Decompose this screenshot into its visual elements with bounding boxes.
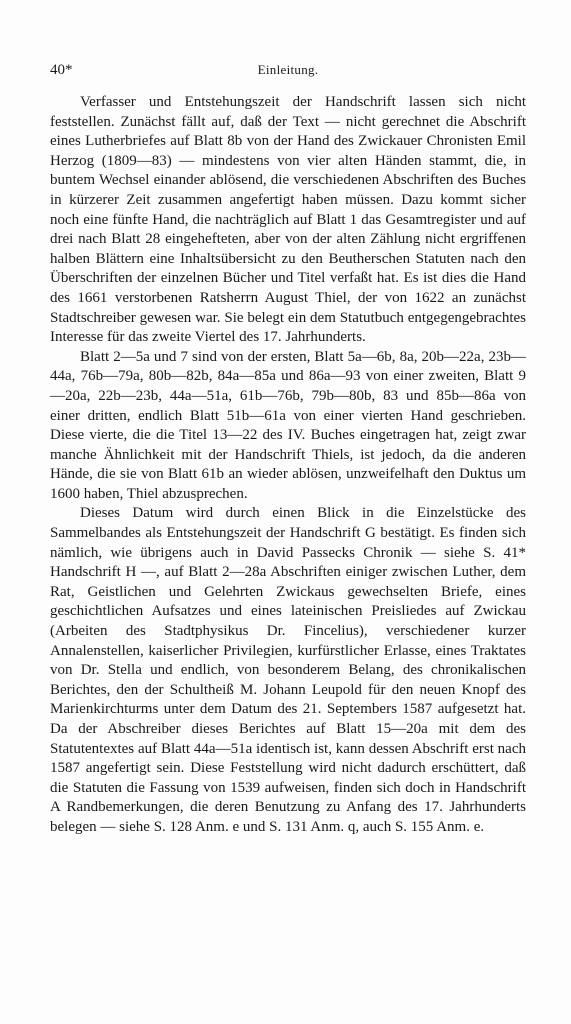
paragraph-dating: Dieses Datum wird durch einen Blick in die Einzelstücke des Sammelbandes als Entstehungszeit der Handschrift G bestätigt. Es finden sich nämlich, wie übrigens auch in David Passecks Chronik — siehe S. 41* Handschrift H —, auf Blatt 2—28a Abschriften einiger zwischen Luther, dem Rat, Geistlichen und Gelehrten Zwickaus gewechselten Briefe, eines geschichtlichen Aufsatzes und eines lateinischen Preisliedes auf Zwickau (Arbeiten des Stadtphysikus Dr. Fincelius), verschiedener kurzer Annalenstellen, kaiserlicher Privilegien, kurfürstlicher Erlasse, eines Traktates von Dr. Stella und endlich, von besonderem Belang, des chronikalischen Berichtes, den der Schultheiß M. Johann Leupold für den neuen Knopf des Marienkirchturms unter dem Datum des 21. Septembers 1587 aufgesetzt hat. Da der Abschreiber dieses Berichtes auf Blatt 15—20a mit dem des Statutentextes auf Blatt 44a—51a identisch ist, kann dessen Abschrift erst nach 1587 angefertigt sein. Diese Feststellung wird nicht dadurch erschüttert, daß die Statuten die Fassung von 1539 aufweisen, finden sich doch in Handschrift A Randbemerkungen, die deren Benutzung zu Anfang des 17. Jahrhunderts belegen — siehe S. 128 Anm. e und S. 131 Anm. q, auch S. 155 Anm. e.: [50, 505, 526, 835]
page-number: 40*: [50, 62, 73, 78]
paragraph-authorship: Verfasser und Entstehungszeit der Handschrift lassen sich nicht feststellen. Zunächst fällt auf, daß der Text — nicht gerechnet die Abschrift eines Lutherbriefes auf Blatt 8b von der Hand des Zwickauer Chronisten Emil Herzog (1809—83) — mindestens von vier alten Händen stammt, die, in buntem Wechsel einander ablösend, die verschiedenen Abschriften des Buches in kürzerer Zeit zusammen angefertigt haben müssen. Dazu kommt sicher noch eine fünfte Hand, die nachträglich auf Blatt 1 das Gesamtregister und auf drei nach Blatt 28 eingehefteten, aber von der alten Zählung nicht ergriffenen halben Blättern eine Inhaltsübersicht zu den Beutherschen Statuten nach den Überschriften der einzelnen Bücher und Titel verfaßt hat. Es ist dies die Hand des 1661 verstorbenen Ratsherrn August Thiel, der von 1622 an zunächst Stadtschreiber gewesen war. Sie belegt ein dem Statutbuch entgegengebrachtes Interesse für das zweite Viertel des 17. Jahrhunderts.: [50, 94, 526, 346]
chapter-title: Einleitung.: [257, 62, 319, 77]
body-text: [50, 93, 526, 838]
running-head: [50, 62, 526, 82]
paragraph-hands: Blatt 2—5a und 7 sind von der ersten, Blatt 5a—6b, 8a, 20b—22a, 23b—44a, 76b—79a, 80b—82b, 84a—85a und 86a—93 von einer zweiten, Blatt 9—20a, 22b—23b, 44a—51a, 61b—76b, 79b—80b, 83 und 85b—86a von einer dritten, endlich Blatt 51b—61a von einer vierten Hand geschrieben. Diese vierte, die die Titel 13—22 des IV. Buches eingetragen hat, zeigt zwar manche Ähnlichkeit mit der Handschrift Thiels, ist jedoch, da die anderen Hände, die sie von Blatt 61b an wieder ablösen, unzweifelhaft den Duktus um 1600 haben, Thiel abzusprechen.: [50, 348, 526, 502]
